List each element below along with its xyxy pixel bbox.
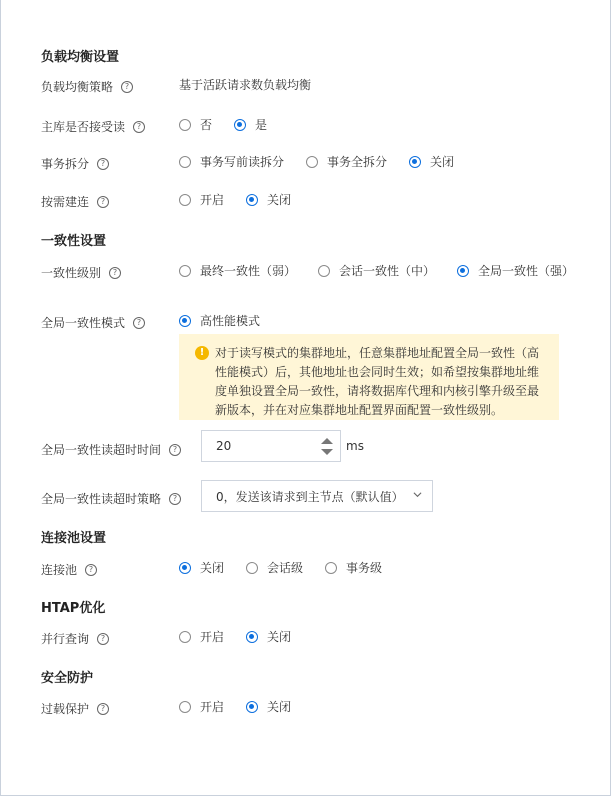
timeout-value[interactable]: 20 <box>216 439 232 453</box>
question-circle-icon[interactable]: ? <box>133 317 145 329</box>
strategy-label: 负载均衡策略 <box>41 80 114 94</box>
radio-label: 最终一致性（弱） <box>200 264 297 278</box>
warning-alert <box>179 334 559 420</box>
pool-label-row <box>41 561 97 578</box>
question-circle-icon[interactable]: ? <box>97 158 109 170</box>
radio-option[interactable] <box>179 698 224 715</box>
timeout-unit: ms <box>346 439 364 453</box>
radio-label: 否 <box>200 118 213 132</box>
parallel-label: 并行查询 <box>41 632 90 646</box>
on-demand-label: 按需建连 <box>41 195 90 209</box>
section-title-security: 安全防护 <box>41 671 94 686</box>
radio-label: 是 <box>255 118 268 132</box>
timeout-policy-label-row <box>41 490 181 507</box>
overload-label-row <box>41 700 109 717</box>
radio-circle <box>234 119 246 131</box>
timeout-policy-value: 0，发送该请求到主节点（默认值） <box>216 489 404 504</box>
radio-option[interactable] <box>179 153 284 170</box>
question-circle-icon[interactable]: ? <box>97 196 109 208</box>
question-circle-icon[interactable]: ? <box>169 444 181 456</box>
radio-option[interactable] <box>179 262 296 279</box>
section-title-load-balance: 负载均衡设置 <box>41 50 120 65</box>
radio-label: 会话一致性（中） <box>339 264 436 278</box>
radio-circle <box>179 631 191 643</box>
section-title-consistency: 一致性设置 <box>41 234 107 249</box>
radio-label: 开启 <box>200 630 225 644</box>
parallel-label-row <box>41 630 109 647</box>
txn-split-radio-group <box>179 153 476 170</box>
radio-option[interactable] <box>179 116 212 133</box>
radio-option[interactable] <box>246 191 291 208</box>
spinner-icon[interactable] <box>314 431 340 461</box>
radio-option[interactable] <box>179 559 224 576</box>
question-circle-icon[interactable]: ? <box>169 493 181 505</box>
level-label-row <box>41 264 121 281</box>
strategy-label-row <box>41 78 133 95</box>
question-circle-icon[interactable]: ? <box>121 81 133 93</box>
radio-option[interactable] <box>409 153 454 170</box>
radio-label: 事务写前读拆分 <box>200 155 285 169</box>
overload-radio-group <box>179 698 313 715</box>
radio-option[interactable] <box>246 559 303 576</box>
strategy-value: 基于活跃请求数负载均衡 <box>179 78 312 92</box>
timeout-number-input[interactable] <box>201 430 341 462</box>
radio-label: 关闭 <box>267 630 292 644</box>
radio-label: 关闭 <box>267 193 292 207</box>
radio-circle <box>246 631 258 643</box>
radio-circle <box>179 562 191 574</box>
on-demand-label-row <box>41 193 109 210</box>
radio-label: 高性能模式 <box>200 314 261 328</box>
question-circle-icon[interactable]: ? <box>97 633 109 645</box>
level-radio-group <box>179 262 596 279</box>
global-mode-label-row <box>41 314 145 331</box>
warning-text: 对于读写模式的集群地址，任意集群地址配置全局一致性（高性能模式）后，其他地址也会同时生效；如希望按集群地址维度单独设置全局一致性，请将数据库代理和内核引擎升级至最新版本，并在对应集群地址配置界面配置一致性级别。 <box>215 346 540 417</box>
radio-option[interactable] <box>457 262 574 279</box>
chevron-down-icon <box>413 490 422 499</box>
radio-option[interactable] <box>306 153 387 170</box>
radio-label: 事务级 <box>346 561 383 575</box>
radio-label: 事务全拆分 <box>327 155 388 169</box>
radio-option[interactable] <box>179 628 224 645</box>
radio-circle <box>179 701 191 713</box>
decrement-icon[interactable] <box>321 449 333 455</box>
txn-split-label: 事务拆分 <box>41 157 90 171</box>
radio-option[interactable] <box>318 262 435 279</box>
timeout-label-row <box>41 441 181 458</box>
primary-read-label: 主库是否接受读 <box>41 120 126 134</box>
radio-circle <box>246 562 258 574</box>
question-circle-icon[interactable]: ? <box>133 121 145 133</box>
question-circle-icon[interactable]: ? <box>85 564 97 576</box>
radio-label: 开启 <box>200 193 225 207</box>
timeout-label: 全局一致性读超时时间 <box>41 443 162 457</box>
increment-icon[interactable] <box>321 438 333 444</box>
radio-circle <box>325 562 337 574</box>
radio-label: 开启 <box>200 700 225 714</box>
radio-circle <box>409 156 421 168</box>
radio-option[interactable] <box>325 559 382 576</box>
section-title-htap: HTAP优化 <box>41 601 106 616</box>
timeout-policy-select[interactable] <box>201 480 433 512</box>
warning-icon: ! <box>195 346 209 360</box>
on-demand-radio-group <box>179 191 313 208</box>
radio-circle <box>179 119 191 131</box>
radio-circle <box>306 156 318 168</box>
txn-split-label-row <box>41 155 109 172</box>
radio-label: 关闭 <box>267 700 292 714</box>
radio-label: 关闭 <box>430 155 455 169</box>
level-label: 一致性级别 <box>41 266 102 280</box>
question-circle-icon[interactable]: ? <box>109 267 121 279</box>
radio-circle <box>246 701 258 713</box>
radio-label: 关闭 <box>200 561 225 575</box>
radio-circle <box>179 265 191 277</box>
radio-circle <box>318 265 330 277</box>
primary-read-radio-group <box>179 116 289 133</box>
radio-option[interactable] <box>246 628 291 645</box>
global-mode-label: 全局一致性模式 <box>41 316 126 330</box>
question-circle-icon[interactable]: ? <box>97 703 109 715</box>
radio-circle <box>246 194 258 206</box>
radio-high-performance[interactable] <box>179 312 260 329</box>
pool-label: 连接池 <box>41 563 78 577</box>
radio-circle <box>179 194 191 206</box>
overload-label: 过载保护 <box>41 702 90 716</box>
parallel-radio-group <box>179 628 313 645</box>
global-mode-radio-group <box>179 312 282 329</box>
radio-option[interactable] <box>234 116 267 133</box>
radio-option[interactable] <box>246 698 291 715</box>
section-title-pool: 连接池设置 <box>41 531 107 546</box>
timeout-policy-label: 全局一致性读超时策略 <box>41 492 162 506</box>
pool-radio-group <box>179 559 404 576</box>
radio-circle <box>179 156 191 168</box>
radio-label: 会话级 <box>267 561 304 575</box>
radio-label: 全局一致性（强） <box>478 264 575 278</box>
primary-read-label-row <box>41 118 145 135</box>
radio-circle <box>457 265 469 277</box>
radio-option[interactable] <box>179 191 224 208</box>
radio-circle <box>179 315 191 327</box>
